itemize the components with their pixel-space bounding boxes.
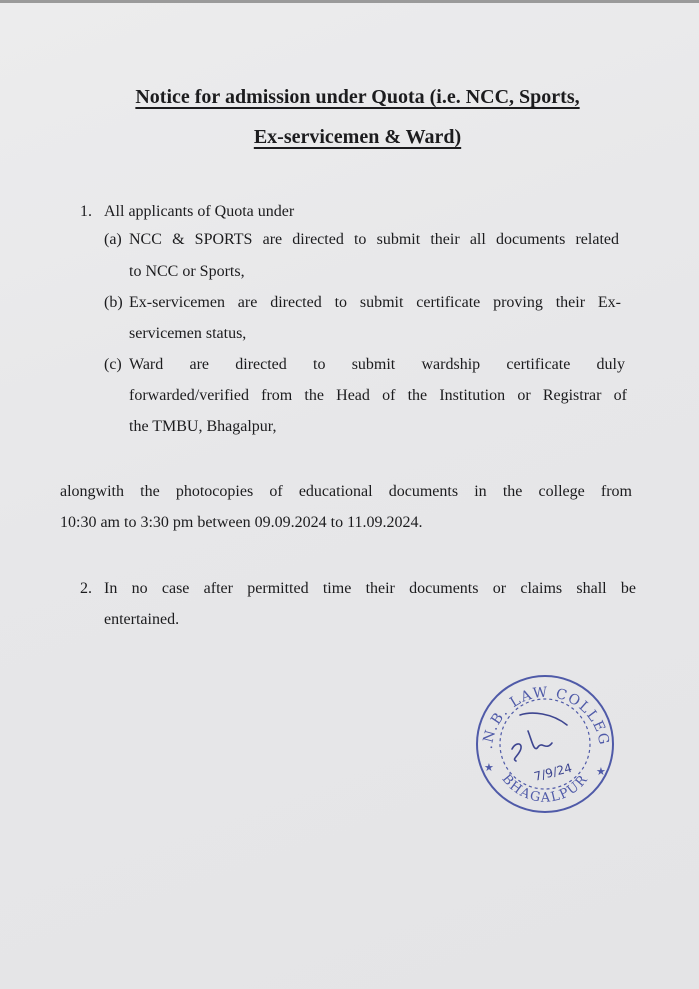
item2-number: 2. (80, 580, 92, 597)
stamp-top-text: .N.B. LAW COLLEG (479, 684, 612, 750)
item2-line2: entertained. (104, 611, 180, 628)
sub-c-line2: forwarded/verified from the Head of the Institution or Registrar of (129, 387, 627, 404)
item1-text: All applicants of Quota under (104, 203, 295, 220)
sub-b-line2: servicemen status, (129, 325, 247, 342)
sub-c-label: (c) (104, 356, 122, 373)
sub-b-line1: Ex-servicemen are directed to submit certificate proving their Ex- (129, 294, 621, 311)
stamp-date: 7/9/24 (532, 760, 574, 784)
college-stamp (472, 671, 618, 817)
sub-a-line2: to NCC or Sports, (129, 263, 245, 280)
stamp-bottom-text: BHAGALPUR (498, 771, 592, 806)
signature-icon (512, 713, 567, 761)
sub-b-label: (b) (104, 294, 123, 311)
sub-c-line1: Ward are directed to submit wardship certificate duly (129, 356, 625, 373)
stamp-star-right: ★ (596, 765, 606, 778)
sub-c-line3: the TMBU, Bhagalpur, (129, 418, 277, 435)
item1-number: 1. (80, 203, 92, 220)
college-stamp-seal (472, 671, 618, 817)
item2-line1: In no case after permitted time their documents or claims shall be (104, 580, 636, 597)
paragraph-line2: 10:30 am to 3:30 pm between 09.09.2024 to 11.09.2024. (60, 514, 423, 531)
paper-edge (0, 0, 699, 3)
stamp-star-left: ★ (484, 761, 494, 774)
sub-a-label: (a) (104, 231, 122, 248)
notice-title-line1: Notice for admission under Quota (i.e. NCC, Sports, (135, 86, 580, 108)
paragraph-line1: alongwith the photocopies of educational documents in the college from (60, 483, 632, 500)
notice-title-line2: Ex-servicemen & Ward) (253, 126, 462, 148)
sub-a-line1: NCC & SPORTS are directed to submit their all documents related (129, 231, 619, 248)
